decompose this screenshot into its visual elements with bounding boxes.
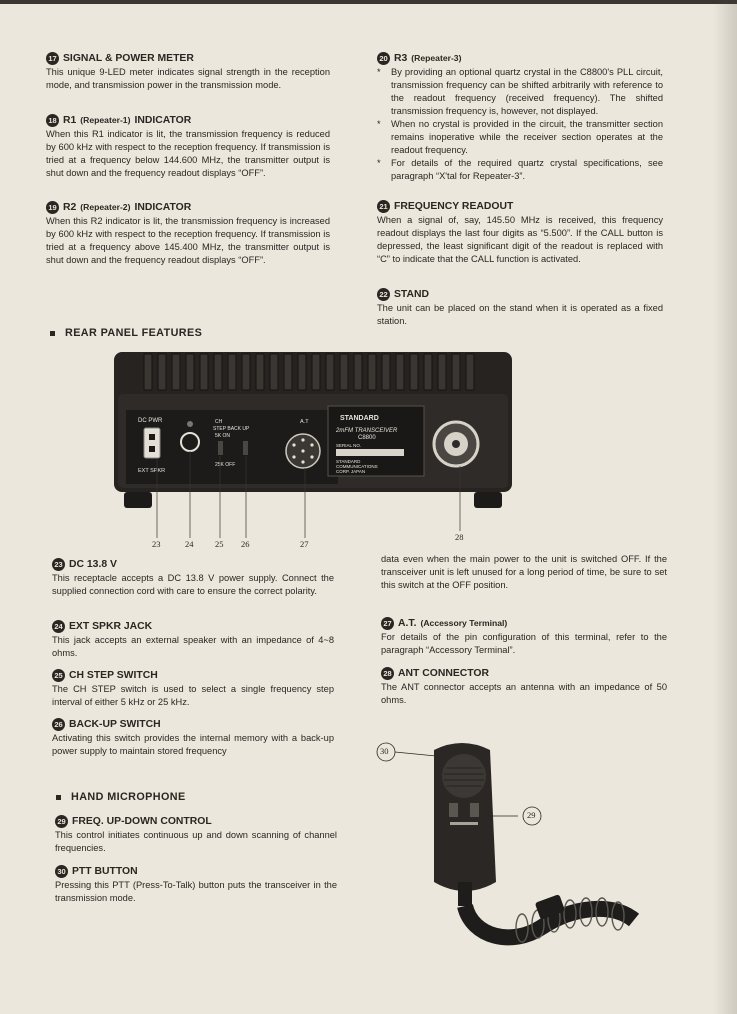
callout-29: 29 (527, 810, 536, 820)
backup-switch (243, 441, 248, 455)
section-body: This unique 9-LED meter indicates signal strength in the reception mode, and transmission power in the transmission mode. (46, 67, 330, 90)
section-23 (52, 558, 334, 598)
callout-30: 30 (380, 746, 389, 756)
section-body: This control initiates continuous up and down scanning of channel frequencies. (55, 830, 337, 853)
section-subtitle: (Repeater-1) (80, 115, 131, 125)
item-number: 23 (52, 558, 65, 571)
section-27 (381, 617, 667, 657)
right-foot (474, 492, 502, 508)
callout-23: 23 (152, 539, 161, 549)
rear-panel-illustration (108, 346, 518, 551)
section-17 (46, 52, 330, 92)
serial-label: SERIAL NO. (336, 443, 362, 448)
section-body: The ANT connector accepts an antenna with an impedance of 50 ohms. (381, 682, 667, 705)
item-number: 25 (52, 669, 65, 682)
item-number: 29 (55, 815, 68, 828)
item-number: 28 (381, 667, 394, 680)
section-title: CH STEP SWITCH (69, 670, 158, 681)
section-title: FREQUENCY READOUT (394, 201, 514, 212)
section-title: R3 (394, 53, 408, 64)
rear-panel-heading: REAR PANEL FEATURES (50, 327, 202, 339)
section-22 (377, 288, 663, 328)
page-top-edge (0, 0, 737, 4)
section-title: A.T. (398, 618, 417, 629)
ch-label: CH (215, 419, 223, 425)
section-body: This receptacle accepts a DC 13.8 V power supply. Connect the supplied connection cord with care to ensure the correct polarity. (52, 573, 334, 596)
section-body: The unit can be placed on the stand when it is operated as a fixed station. (377, 303, 663, 326)
maker-line-3: CORP. JAPAN (336, 469, 366, 474)
bullet-item: * For details of the required quartz crystal specifications, see paragraph “X'tal for Repeater-3”. (377, 158, 663, 181)
section-title: BACK-UP SWITCH (69, 719, 161, 730)
item-number: 18 (46, 114, 59, 127)
model-line-label: 2mFM TRANSCEIVER (336, 428, 398, 434)
section-body: Pressing this PTT (Press-To-Talk) button puts the transceiver in the transmission mode. (55, 880, 337, 903)
item-number: 17 (46, 52, 59, 65)
step-backup-label: STEP BACK UP (213, 426, 250, 432)
model-label: C8800 (358, 435, 376, 441)
brand-label: STANDARD (340, 415, 379, 422)
section-24 (52, 620, 334, 660)
section-title: DC 13.8 V (69, 559, 117, 570)
up-down-switch (449, 803, 458, 817)
section-body: Activating this switch provides the internal memory with a back-up power supply to maintain stored frequency (52, 733, 334, 756)
section-body: This jack accepts an external speaker with an impedance of 4~8 ohms. (52, 635, 334, 658)
maker-line-2: COMMUNICATIONS (336, 464, 378, 469)
section-18 (46, 114, 330, 180)
maker-line-1: STANDARD (336, 459, 361, 464)
ext-spkr-label: EXT SPKR (138, 468, 166, 474)
section-title: PTT BUTTON (72, 866, 138, 877)
section-26-continued (381, 553, 667, 592)
dc-pwr-label: DC PWR (138, 418, 163, 424)
section-title: FREQ. UP-DOWN CONTROL (72, 816, 212, 827)
callout-25: 25 (215, 539, 224, 549)
section-28 (381, 667, 667, 707)
section-subtitle: (Accessory Terminal) (420, 618, 508, 628)
section-25 (52, 669, 334, 709)
item-number: 22 (377, 288, 390, 301)
item-number: 27 (381, 617, 394, 630)
section-title: R1 (63, 115, 77, 126)
section-30 (55, 865, 337, 905)
section-subtitle: (Repeater-3) (411, 53, 462, 63)
section-21 (377, 200, 663, 266)
section-body: When this R2 indicator is lit, the transmission frequency is increased by 600 kHz with respect to the reception frequency. If transmission is tried at a frequency above 145.400 MHz, the transmitter output is shut down and the frequency readout displays “OFF”. (46, 216, 330, 265)
section-subtitle: (Repeater-2) (80, 202, 131, 212)
left-foot (124, 492, 152, 508)
dc-power-receptacle (144, 428, 160, 458)
cord-strain-relief (458, 882, 472, 906)
callout-24: 24 (185, 539, 194, 549)
5k-on-label: 5K ON (215, 433, 231, 439)
section-29 (55, 815, 337, 855)
bullet-item: * By providing an optional quartz crystal in the C8800's PLL circuit, transmission frequency can be shifted arbitrarily with reference to the readout frequency (received frequency). The shifted transmission frequency is, however, not displayed. (377, 67, 663, 116)
section-body: When this R1 indicator is lit, the transmission frequency is reduced by 600 kHz with respect to the reception frequency. If transmission is tried at a frequency below 144.600 MHz, the transmitter output is shut down and the frequency readout displays “OFF”. (46, 129, 330, 178)
page-binding-shadow (713, 0, 737, 1014)
hand-microphone-heading: HAND MICROPHONE (56, 791, 186, 803)
section-20 (377, 52, 663, 183)
section-title: EXT SPKR JACK (69, 621, 153, 632)
section-title: STAND (394, 289, 430, 300)
at-label: A.T (300, 419, 309, 425)
section-title: R2 (63, 202, 77, 213)
callout-26: 26 (241, 539, 250, 549)
item-number: 20 (377, 52, 390, 65)
ch-step-switch (218, 441, 223, 455)
25k-off-label: 25K OFF (215, 462, 236, 468)
callout-27: 27 (300, 539, 309, 549)
section-body: For details of the pin configuration of this terminal, refer to the paragraph “Accessory Terminal”. (381, 632, 667, 655)
bullet-item: * When no crystal is provided in the circuit, the transmitter section remains inoperative while the receiver section operates at the readout frequency. (377, 119, 663, 155)
section-body: When a signal of, say, 145.50 MHz is received, this frequency readout displays the last four digits as “5.500”. If the CALL button is depressed, the least significant digit of the readout is replaced with “C” to indicate that the CALL function is activated. (377, 215, 663, 264)
section-26 (52, 718, 334, 758)
item-number: 26 (52, 718, 65, 731)
section-title: ANT CONNECTOR (398, 668, 490, 679)
item-number: 21 (377, 200, 390, 213)
hand-microphone-illustration (372, 732, 652, 964)
section-body: data even when the main power to the unit is switched OFF. If the transceiver unit is left unused for a long period of time, be sure to set this switch at the OFF position. (381, 554, 667, 590)
item-number: 19 (46, 201, 59, 214)
section-title: SIGNAL & POWER METER (63, 53, 194, 64)
item-number: 30 (55, 865, 68, 878)
section-title-suffix: INDICATOR (134, 202, 192, 213)
callout-28: 28 (455, 532, 464, 542)
section-19 (46, 201, 330, 267)
section-body: The CH STEP switch is used to select a single frequency step interval of either 5 kHz or 25 kHz. (52, 684, 334, 707)
section-title-suffix: INDICATOR (134, 115, 192, 126)
ext-speaker-jack (181, 433, 199, 451)
item-number: 24 (52, 620, 65, 633)
